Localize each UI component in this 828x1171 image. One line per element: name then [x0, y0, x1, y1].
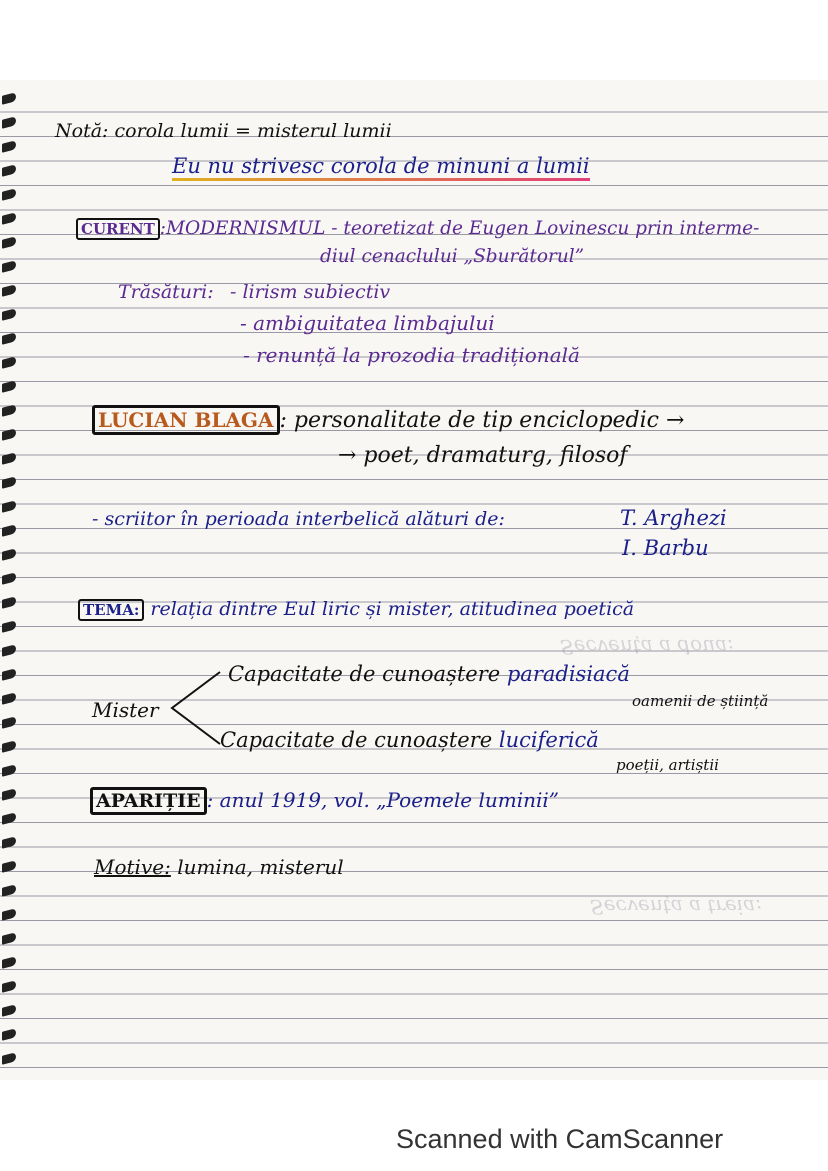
curent-line: [76, 220, 759, 239]
mister-note-1: oamenii de știință: [632, 692, 769, 710]
mister-label: Mister: [92, 698, 159, 722]
motive-label: Motive:: [94, 855, 171, 879]
blaga-text: : personalitate de tip enciclopedic →: [279, 408, 685, 433]
trasaturi-item: - ambiguitatea limbajului: [240, 311, 495, 335]
trasaturi-item: - lirism subiectiv: [230, 281, 391, 303]
tema-text: relația dintre Eul liric și mister, atitudinea poetică: [150, 598, 635, 620]
poem-title: Eu nu strivesc corola de minuni a lumii: [172, 156, 590, 177]
note-text: corola lumii = misterul lumii: [114, 120, 392, 142]
note-prefix: Notă:: [55, 120, 109, 142]
aparitie-line: [90, 790, 559, 811]
trasaturi-item: - renunță la prozodia tradițională: [243, 343, 580, 367]
curent-text: :MODERNISMUL - teoretizat de Eugen Lovinescu prin interme-: [159, 218, 760, 239]
aparitie-text: : anul 1919, vol. „Poemele luminii”: [206, 788, 559, 812]
mister-branch-1: Capacitate de cunoaștere paradisiacă: [228, 662, 630, 686]
scanner-watermark: Scanned with CamScanner: [396, 1124, 724, 1154]
note-line: [55, 122, 392, 141]
trasaturi-label: Trăsături:: [118, 281, 214, 303]
curent-label: CURENT: [76, 218, 160, 240]
mister-note-2: poeții, artiștii: [616, 756, 719, 774]
spiral-binding: [0, 94, 22, 1084]
motive-text: lumina, misterul: [177, 855, 344, 879]
motive-line: [94, 857, 344, 877]
scriitor-text: - scriitor în perioada interbelică alături de:: [92, 508, 505, 530]
tema-label: TEMA:: [78, 599, 144, 621]
blaga-label: LUCIAN BLAGA: [92, 405, 280, 435]
bleed-through-text: Secvența a treia:: [590, 895, 762, 919]
bleed-through-text: Secvența a doua:: [560, 635, 734, 659]
scriitor-name: T. Arghezi: [620, 506, 727, 530]
mister-branch-2: Capacitate de cunoaștere luciferică: [220, 728, 599, 752]
blaga-line: [92, 410, 684, 432]
blaga-text-cont: → poet, dramaturg, filosof: [338, 443, 628, 468]
tema-line: [78, 600, 634, 619]
aparitie-label: APARIȚIE: [90, 787, 207, 815]
curent-text-cont: diul cenaclului „Sburătorul”: [320, 246, 585, 267]
scriitor-name: I. Barbu: [622, 536, 709, 560]
